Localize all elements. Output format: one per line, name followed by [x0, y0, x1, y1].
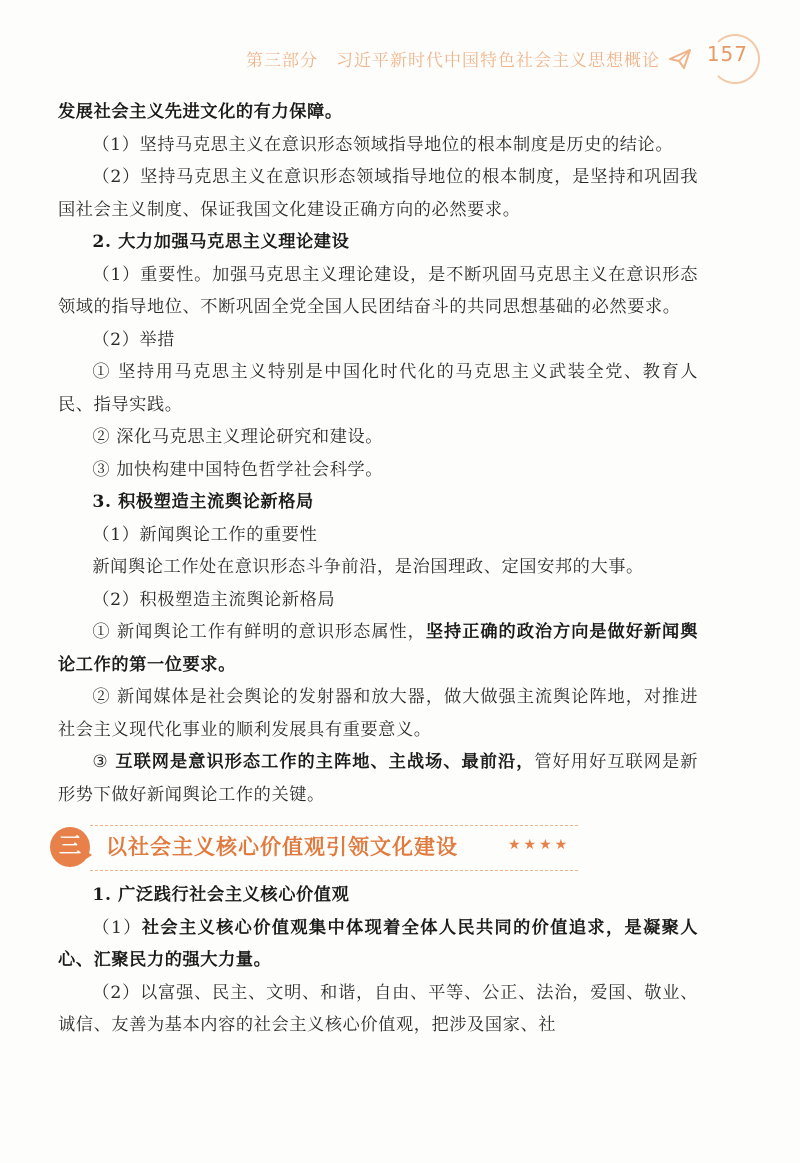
section-heading — [50, 825, 698, 871]
text-run: ③ — [92, 752, 116, 772]
divider — [90, 825, 578, 826]
list-item — [58, 616, 698, 681]
paragraph: （2）举措 — [92, 329, 176, 350]
paragraph — [58, 912, 698, 977]
section-title: 以社会主义核心价值观引领文化建设 — [106, 835, 458, 859]
paragraph: （1）坚持马克思主义在意识形态领域指导地位的根本制度是历史的结论。 — [92, 134, 674, 155]
subheading: 3. 积极塑造主流舆论新格局 — [92, 492, 314, 512]
paragraph: 新闻舆论工作处在意识形态斗争前沿，是治国理政、定国安邦的大事。 — [92, 557, 644, 577]
part-label: 第三部分 — [246, 51, 318, 71]
paragraph: （2）坚持马克思主义在意识形态领域指导地位的根本制度，是坚持和巩固我国社会主义制度、保证我国文化建设正确方向的必然要求。 — [58, 167, 698, 220]
subheading: 1. 广泛践行社会主义核心价值观 — [92, 885, 350, 905]
emphasis: 坚持正确的政治方向是做好新闻舆论工作的第一位要求。 — [58, 622, 698, 675]
subheading: 2. 大力加强马克思主义理论建设 — [92, 232, 350, 252]
paragraph: （2）积极塑造主流舆论新格局 — [92, 589, 336, 610]
chapter-title: 习近平新时代中国特色社会主义思想概论 — [336, 51, 660, 71]
star-rating-icon: ★★★★ — [508, 837, 571, 853]
section-number: 三 — [58, 834, 81, 859]
list-item: ② 深化马克思主义理论研究和建设。 — [92, 427, 384, 447]
emphasis: 互联网是意识形态工作的主阵地、主战场、最前沿， — [115, 752, 535, 772]
page-header — [0, 38, 800, 78]
page-number: 157 — [706, 42, 748, 66]
paragraph: （1）新闻舆论工作的重要性 — [92, 524, 318, 545]
paragraph: （1）重要性。加强马克思主义理论建设，是不断巩固马克思主义在意识形态领域的指导地位、不断巩固全党全国人民团结奋斗的共同思想基础的必然要求。 — [58, 264, 698, 317]
text-run: 管好用好互联网是新形势下做好新闻舆论工作的关键。 — [58, 752, 698, 805]
page-body — [58, 96, 698, 1042]
text-run: （1） — [92, 917, 142, 938]
paragraph: （2）以富强、民主、文明、和谐，自由、平等、公正、法治，爱国、敬业、诚信、友善为基本内容的社会主义核心价值观，把涉及国家、社 — [58, 982, 698, 1035]
list-item: ② 新闻媒体是社会舆论的发射器和放大器，做大做强主流舆论阵地，对推进社会主义现代化事业的顺利发展具有重要意义。 — [58, 687, 698, 740]
list-item: ③ 加快构建中国特色哲学社会科学。 — [92, 459, 384, 480]
paragraph: 发展社会主义先进文化的有力保障。 — [58, 102, 343, 122]
list-item — [58, 746, 698, 811]
running-head — [246, 46, 660, 71]
paper-plane-icon — [668, 48, 692, 70]
list-item: ① 坚持用马克思主义特别是中国化时代化的马克思主义武装全党、教育人民、指导实践。 — [58, 362, 698, 415]
emphasis: 社会主义核心价值观集中体现着全体人民共同的价值追求，是凝聚人心、汇聚民力的强大力量。 — [58, 917, 698, 970]
text-run: ① 新闻舆论工作有鲜明的意识形态属性， — [92, 622, 426, 642]
divider — [90, 870, 578, 871]
